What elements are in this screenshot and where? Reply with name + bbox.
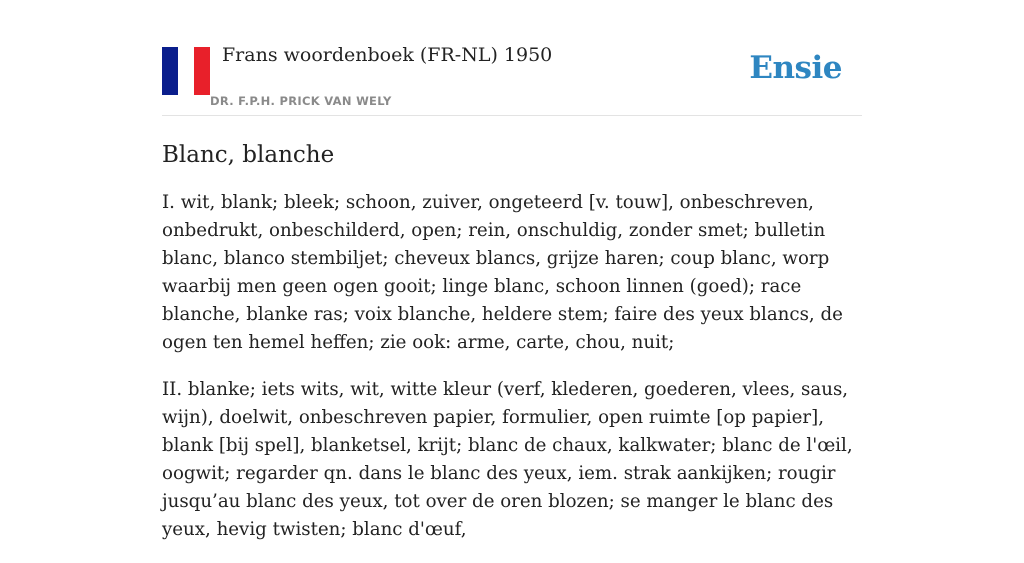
flag-stripe-blue: [162, 47, 178, 95]
entry-body: [162, 189, 862, 544]
entry-paragraph-2: II. blanke; iets wits, wit, witte kleur (verf, klederen, goederen, vlees, saus, wijn), doelwit, onbeschreven papier, formulier, open ruimte [op papier], blank [bij spel], blanketsel, krijt; blanc de chaux, kalkwater; blanc de l'œil, oogwit; regarder qn. dans le blanc des yeux, iem. strak aankijken; rougir jusqu’au blanc des yeux, tot over de oren blozen; se manger le blanc des yeux, hevig twisten; blanc d'œuf,: [162, 379, 853, 540]
dictionary-author: DR. F.P.H. PRICK VAN WELY: [210, 94, 392, 108]
flag-stripe-red: [194, 47, 210, 95]
france-flag-icon: [162, 47, 210, 95]
ensie-logo[interactable]: Ensie: [749, 50, 842, 86]
content-container: [162, 0, 862, 563]
flag-stripe-white: [178, 47, 194, 95]
dictionary-title[interactable]: Frans woordenboek (FR-NL) 1950: [222, 44, 553, 66]
entry-paragraph-1: I. wit, blank; bleek; schoon, zuiver, ongeteerd [v. touw], onbeschreven, onbedrukt, onbeschilderd, open; rein, onschuldig, zonder smet; bulletin blanc, blanco stembiljet; cheveux blancs, grijze haren; coup blanc, worp waarbij men geen ogen gooit; linge blanc, schoon linnen (goed); race blanche, blanke ras; voix blanche, heldere stem; faire des yeux blancs, de ogen ten hemel heffen; zie ook: arme, carte, chou, nuit;: [162, 192, 843, 353]
dictionary-header: [162, 0, 862, 116]
entry-headword: Blanc, blanche: [162, 142, 335, 168]
